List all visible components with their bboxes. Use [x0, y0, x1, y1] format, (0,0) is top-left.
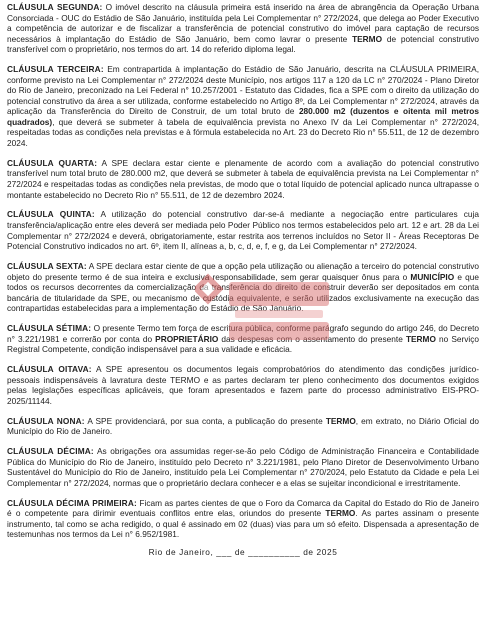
- clause-title: CLÁUSULA QUARTA:: [7, 157, 98, 168]
- clause-title: CLÁUSULA QUINTA:: [7, 209, 95, 220]
- clause-title: CLÁUSULA NONA:: [7, 415, 85, 426]
- clause-paragraph: [7, 158, 479, 200]
- clause-text: A SPE declara estar ciente de que a opção pela utilização ou alienação a terceiro do potencial construtivo objeto do presente termo é de sua inteira e exclusiva responsabilidade, sem gerar quaisquer ônus para o: [7, 261, 480, 282]
- clause-text: das despesas com o assentamento do presente: [218, 333, 406, 344]
- clause-text: , em extrato, no Diário Oficial do Município do Rio de Janeiro.: [7, 415, 479, 437]
- clause-title: CLÁUSULA DÉCIMA PRIMEIRA:: [7, 497, 137, 508]
- clause-text: de potencial construtivo transferível com o proprietário, nos termos do art. 14 do referido diploma legal.: [7, 33, 479, 55]
- clause-text: As obrigações ora assumidas reger-se-ão pelo Código de Administração Financeira e Contabilidade Pública do Município do Rio de Janeiro, instituído pelo Decreto n° 3.221/1981, pelo Plano Diretor de Desenvolvimento Urbano Sustentável do Município do Rio de Janeiro, instituído pela Lei Complementar n° 270/2024, pelo Estatuto da Cidade e pela Lei Complementar n° 272/2024, normas que o proprietário declara conhecer e a elas se sujeitar incondicional e irrestritamente.: [7, 446, 479, 488]
- signature-line: Rio de Janeiro, ___ de __________ de 2025: [148, 547, 338, 558]
- clauses-list: [7, 2, 479, 540]
- clause-text: A SPE providenciará, por sua conta, a publicação do presente: [84, 415, 326, 426]
- clause-text: e que todos os recursos decorrentes da comercialização da transferência do direito de construir deverão ser depositados em conta bancária de titularidade da SPE, ou mecanismo de custódia equivalente, e serão utilizados exclusivamente na execução das contrapartidas estabelecidas para a implementação do Estádio de São Januário.: [7, 271, 479, 314]
- bold-term: PROPRIETÁRIO: [155, 333, 219, 344]
- bold-term: 280.000 m2 (duzentos e oitenta mil metros quadrados): [7, 106, 479, 127]
- bold-term: TERMO: [325, 508, 356, 519]
- clause-title: CLÁUSULA OITAVA:: [7, 364, 92, 375]
- clause-text: A SPE declara estar ciente e plenamente de acordo com a avaliação do potencial construtivo transferível num total bruto de 280.000 m2, que deverá se submeter à tabela de equivalência prevista na Lei Complementar n° 272/2024 e respeitadas todas as condições nela previstas, de modo que o total líquido de potencial aplicado nunca ultrapasse o montante estabelecido no Decreto Rio n° 55.511, de 12 de dezembro 2024.: [7, 157, 479, 200]
- clause-paragraph: [7, 323, 479, 355]
- clause-paragraph: [7, 446, 479, 488]
- clause-text: . As partes assinam o presente instrumento, tal como se acha redigido, o qual é assinado em 02 (duas) vias para um só efeito. Dispensada a apresentação de testemunhas nos termos da Lei n° 6.952/1981.: [7, 508, 479, 540]
- clause-text: , que deverá se submeter à tabela de equivalência prevista no Anexo IV da Lei Complementar n° 272/2024, respeitadas todas as condições nela previstas e à fórmula estabelecida no Art. 23 do Decreto Rio n° 55.511, de 12 de dezembro 2024.: [7, 116, 479, 148]
- document-body: [7, 2, 479, 557]
- clause-title: CLÁUSULA TERCEIRA:: [7, 64, 104, 75]
- clause-paragraph: [7, 416, 479, 437]
- clause-paragraph: [7, 2, 479, 55]
- clause-paragraph: [7, 64, 479, 148]
- clause-text: Em contrapartida à implantação do Estádio de São Januário, descrita na CLÁUSULA PRIMEIRA, conforme previsto na Lei Complementar n° 272/2024 deste Município, nos artigos 117 a 120 da LC n° 270/2024 - Plano Diretor do Rio de Janeiro, preconizado na Lei Federal n° 10.257/2001 - Estatuto das Cidades, fica a SPE com o direito da utilização do potencial construtivo da área a ser utilizada, conforme estabelecido no Artigo 8º, da Lei Complementar n° 272/2024, através da aplicação da Transferência do Direito de Construir, de um total bruto de: [7, 64, 479, 117]
- clause-title: CLÁUSULA DÉCIMA:: [7, 446, 94, 457]
- clause-title: CLÁUSULA SEXTA:: [7, 261, 87, 272]
- bold-term: MUNICÍPIO: [410, 271, 455, 282]
- clause-paragraph: [7, 364, 479, 406]
- clause-text: A SPE apresentou os documentos legais comprobatórios do atendimento das condições jurídico-pessoais indispensáveis à lavratura deste TERMO e as partes declaram ter pleno conhecimento dos documentos exigidos pelas legislações específicas aplicáveis, que foram apresentados e fazem parte do processo administrativo EIS-PRO-2025/11144.: [7, 364, 479, 406]
- clause-title: CLÁUSULA SÉTIMA:: [7, 323, 92, 334]
- bold-term: TERMO: [325, 415, 356, 426]
- clause-title: CLÁUSULA SEGUNDA:: [7, 2, 103, 12]
- bold-term: TERMO: [352, 33, 383, 44]
- clause-text: O presente Termo tem força de escritura pública, conforme parágrafo segundo do artigo 246, do Decreto n° 3.221/1981 e correrão por conta do: [7, 323, 479, 344]
- clause-paragraph: [7, 498, 479, 540]
- clause-paragraph: [7, 209, 479, 251]
- clause-text: Ficam as partes cientes de que o Foro da Comarca da Capital do Estado do Rio de Janeiro é o competente para dirimir eventuais conflitos entre elas, oriundos do presente: [7, 497, 479, 519]
- clause-text: no Serviço Registral Competente, condição indispensável para a sua validade e eficácia.: [7, 333, 479, 355]
- clause-text: A utilização do potencial construtivo dar-se-á mediante a negociação entre particulares cuja transferência/aplicação entre eles deverá ser mediada pelo Poder Público nos termos estabelecidos pelo art. 12 e art. 28 da Lei Complementar n° 272/2024 e deverá, obrigatoriamente, estar restrita aos terrenos incluídos no Setor II - Áreas Receptoras De Potencial Construtivo indicados no art. 6º, item II, alíneas a, b, c, d, e, f, e g, da Lei Complementar n° 272/2024.: [7, 209, 480, 252]
- clause-paragraph: [7, 261, 479, 314]
- bold-term: TERMO: [405, 333, 436, 344]
- clause-text: O imóvel descrito na cláusula primeira está inserido na área de abrangência da Operação Urbana Consorciada - OUC do Estádio de São Januário, instituída pela Lei Complementar n° 272/2024, que delega ao Poder Executivo a competência de autorizar e de fiscalizar a transferência de potencial construtivo do imóvel para captação de recursos necessários à implantação do Estádio de São Januário, bem como lavrar o presente: [7, 2, 479, 44]
